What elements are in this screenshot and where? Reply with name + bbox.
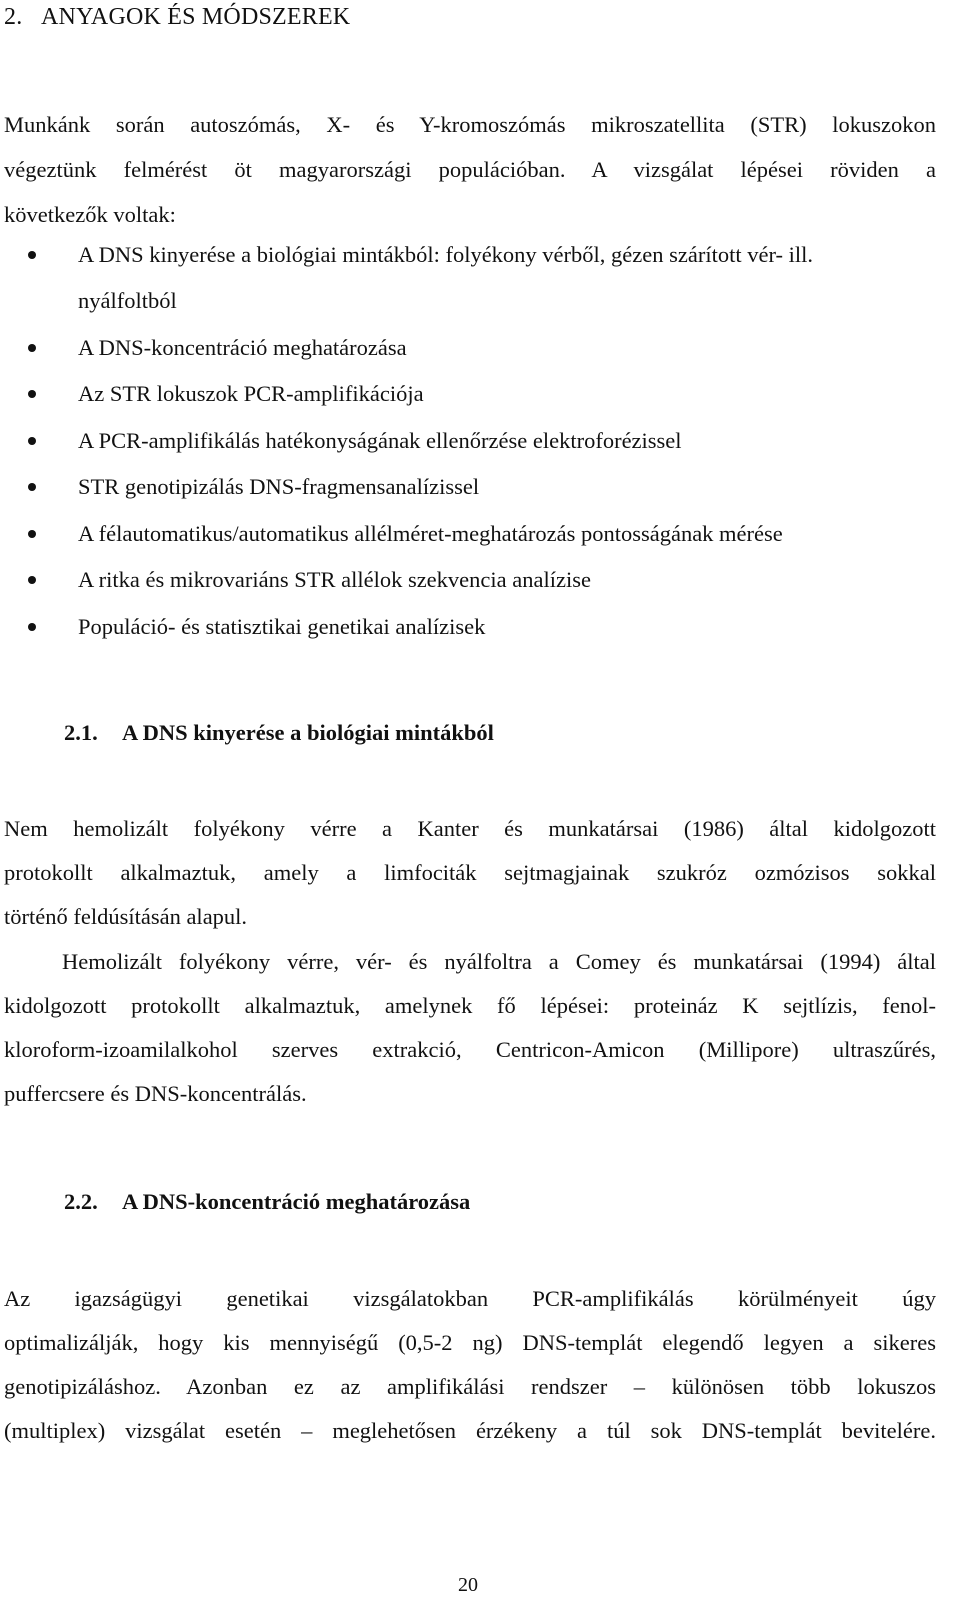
s21-p2-line-4: puffercsere és DNS-koncentrálás. xyxy=(4,1081,307,1106)
page-number: 20 xyxy=(458,1574,478,1596)
s21-p2-line-1: Hemolizált folyékony vérre, vér- és nyálfoltra a Comey és munkatársai (1994) által xyxy=(62,949,936,974)
bullet-icon xyxy=(28,530,36,538)
bullet-icon xyxy=(28,483,36,491)
step-text: STR genotipizálás DNS-fragmensanalízissel xyxy=(78,474,480,499)
s21-p1-line-3: történő feldúsításán alapul. xyxy=(4,904,248,929)
section-title: A DNS kinyerése a biológiai mintákból xyxy=(122,720,494,745)
step-text: A DNS-koncentráció meghatározása xyxy=(78,335,407,360)
step-text: A DNS kinyerése a biológiai mintákból: folyékony vérből, gézen szárított vér- ill. xyxy=(78,242,813,267)
step-text: Az STR lokuszok PCR-amplifikációja xyxy=(78,381,424,406)
s21-p2-line-2: kidolgozott protokollt alkalmaztuk, amelynek fő lépései: proteináz K sejtlízis, fenol- xyxy=(4,993,936,1018)
s21-p1-line-2: protokollt alkalmaztuk, amely a limfociták sejtmagjainak szukróz ozmózisos sokkal xyxy=(4,860,936,885)
bullet-icon xyxy=(28,576,36,584)
intro-line-3: következők voltak: xyxy=(4,202,176,227)
bullet-icon xyxy=(28,390,36,398)
s21-p1-line-1: Nem hemolizált folyékony vérre a Kanter és munkatársai (1986) által kidolgozott xyxy=(4,816,936,841)
step-text: A ritka és mikrovariáns STR allélok szekvencia analízise xyxy=(78,567,591,592)
intro-line-2: végeztünk felmérést öt magyarországi populációban. A vizsgálat lépései röviden a xyxy=(4,157,936,182)
section-title: A DNS-koncentráció meghatározása xyxy=(122,1189,471,1214)
bullet-icon xyxy=(28,437,36,445)
bullet-icon xyxy=(28,623,36,631)
step-text: A félautomatikus/automatikus allélméret-meghatározás pontosságának mérése xyxy=(78,521,783,546)
bullet-icon xyxy=(28,344,36,352)
s22-p1-line-3: genotipizáláshoz. Azonban ez az amplifikálási rendszer – különösen több lokuszos xyxy=(4,1374,936,1399)
section-number: 2.1. xyxy=(64,720,98,745)
s22-p1-line-2: optimalizálják, hogy kis mennyiségű (0,5-2 ng) DNS-templát elegendő legyen a sikeres xyxy=(4,1330,936,1355)
chapter-title: 2. ANYAGOK ÉS MÓDSZEREK xyxy=(4,4,351,30)
section-heading-2-2 xyxy=(64,1187,470,1217)
s21-p2-line-3: kloroform-izoamilalkohol szerves extrakció, Centricon-Amicon (Millipore) ultraszűrés, xyxy=(4,1037,936,1062)
s22-p1-line-4: (multiplex) vizsgálat esetén – meglehetősen érzékeny a túl sok DNS-templát bevitelére. xyxy=(4,1418,936,1443)
intro-line-1: Munkánk során autoszómás, X- és Y-kromoszómás mikroszatellita (STR) lokuszokon xyxy=(4,112,936,137)
s22-p1-line-1: Az igazságügyi genetikai vizsgálatokban PCR-amplifikálás körülményeit úgy xyxy=(4,1286,936,1311)
section-number: 2.2. xyxy=(64,1189,98,1214)
step-text-continued: nyálfoltból xyxy=(78,288,177,313)
step-text: Populáció- és statisztikai genetikai analízisek xyxy=(78,614,486,639)
step-text: A PCR-amplifikálás hatékonyságának ellenőrzése elektroforézissel xyxy=(78,428,682,453)
section-heading-2-1 xyxy=(64,718,494,748)
bullet-icon xyxy=(28,251,36,259)
